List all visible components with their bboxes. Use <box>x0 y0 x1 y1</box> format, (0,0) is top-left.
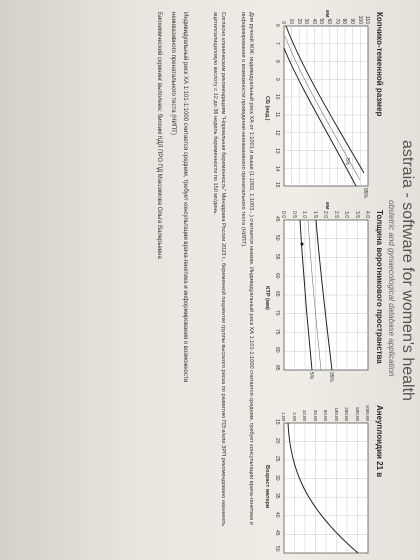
svg-text:3.0: 3.0 <box>343 211 349 218</box>
svg-text:14: 14 <box>274 166 280 172</box>
svg-text:3.5: 3.5 <box>354 211 360 218</box>
svg-text:11: 11 <box>274 112 280 118</box>
svg-text:0.0: 0.0 <box>280 211 286 218</box>
nt-unit: мм <box>324 202 330 210</box>
svg-text:2.5: 2.5 <box>333 211 339 218</box>
svg-text:15: 15 <box>274 419 280 425</box>
svg-text:15: 15 <box>274 182 280 188</box>
svg-text:40: 40 <box>274 512 280 518</box>
svg-text:30: 30 <box>274 475 280 481</box>
nt-pct-top: 95% <box>328 372 334 383</box>
trisomy-xlabel: Возраст матери <box>264 465 270 509</box>
crl-pct-top: 95% <box>362 188 368 198</box>
svg-text:2.00: 2.00 <box>292 412 297 421</box>
svg-text:90: 90 <box>349 18 355 24</box>
trisomy-chart <box>262 395 372 560</box>
svg-text:65: 65 <box>274 291 280 297</box>
svg-text:500.00: 500.00 <box>355 407 360 421</box>
paragraph-risk-note: Для ручной ЖЖ: индивидуальный риск ХА от 1:1001 и выше (1:1002, 1:1003...) считается низким. Индивидуальный риск ХА 1:101-1:1000 считается средним, требует консультации врача-генетика и информирования о возможности проведения неинвазивного пренатального теста (НИПТ). <box>240 12 254 525</box>
svg-text:50: 50 <box>274 546 280 552</box>
svg-text:20.00: 20.00 <box>313 409 318 421</box>
trisomy-y-ticks <box>281 405 370 422</box>
svg-text:0.5: 0.5 <box>291 211 297 218</box>
svg-text:55: 55 <box>274 254 280 260</box>
paragraph-nipt: неинвазивного пренатального теста (НИПТ) <box>170 12 176 135</box>
svg-text:12: 12 <box>274 130 280 136</box>
crl-chart-title: Копчико-теменной размер <box>375 12 384 117</box>
svg-text:35: 35 <box>274 493 280 499</box>
svg-text:50: 50 <box>274 235 280 241</box>
trisomy-x-ticks <box>274 419 280 552</box>
paragraph-risk-summary: Индивидуальный риск ХА 1:101-1:1000 считается средним, требует консультации врача-генетика и информирования о возможности <box>182 12 188 383</box>
nt-xlabel: КТР (мм) <box>264 286 270 310</box>
crl-unit: мм <box>324 10 330 18</box>
crl-xlabel: СБ (нед.) <box>264 96 270 121</box>
svg-text:70: 70 <box>274 310 280 316</box>
svg-text:1000.00: 1000.00 <box>365 404 370 421</box>
svg-text:85: 85 <box>274 365 280 371</box>
svg-text:9: 9 <box>274 78 280 81</box>
svg-text:10: 10 <box>288 18 294 24</box>
nt-x-ticks <box>274 216 280 371</box>
svg-text:80: 80 <box>341 18 347 24</box>
svg-text:10.00: 10.00 <box>302 409 307 421</box>
svg-text:60: 60 <box>326 18 332 24</box>
svg-text:100.00: 100.00 <box>334 407 339 421</box>
svg-text:50.00: 50.00 <box>323 409 328 421</box>
report-title: astraia - software for women's health <box>399 140 416 401</box>
svg-text:40: 40 <box>311 18 317 24</box>
paragraph-clinical-recommendation: Согласно клиническим рекомендациям "Нормальная беременность" Минздрава России 2023 г., беременной пациентке группы высокого риска по развитию ПЭ и/или ЗРП рекомендовано назначить ацетилсалициловую кислоту с 12 до 36 недель беременности по 150 мг/день. <box>212 12 226 527</box>
svg-text:45: 45 <box>274 216 280 222</box>
svg-text:0: 0 <box>280 21 286 24</box>
svg-text:100: 100 <box>357 15 363 24</box>
svg-text:1.00: 1.00 <box>281 412 286 421</box>
report-subtitle: obstetric and gynaecological database application <box>387 200 396 377</box>
svg-text:13: 13 <box>274 148 280 154</box>
crl-pct-bottom: 5% <box>344 158 350 166</box>
svg-text:8: 8 <box>274 60 280 63</box>
svg-text:1.5: 1.5 <box>312 211 318 218</box>
svg-text:25: 25 <box>274 456 280 462</box>
nt-chart-title: Толщина воротникового пространства <box>375 210 384 364</box>
crl-chart <box>262 8 372 198</box>
svg-text:2.0: 2.0 <box>322 211 328 218</box>
svg-text:75: 75 <box>274 329 280 335</box>
svg-text:20: 20 <box>274 438 280 444</box>
paragraph-biochemistry: Биохимический скрининг выполнен: биохим КДЛ ПРО ПД Максимова Ольга Валерьевна <box>156 12 162 259</box>
nt-chart <box>262 200 372 390</box>
svg-text:10: 10 <box>274 94 280 100</box>
svg-text:4.0: 4.0 <box>364 211 370 218</box>
svg-text:200.00: 200.00 <box>344 407 349 421</box>
nt-pct-bottom: 5% <box>308 372 314 380</box>
svg-text:110: 110 <box>364 16 370 24</box>
svg-text:30: 30 <box>303 18 309 24</box>
svg-text:60: 60 <box>274 273 280 279</box>
svg-text:45: 45 <box>274 530 280 536</box>
svg-text:50: 50 <box>318 18 324 24</box>
svg-text:6: 6 <box>274 24 280 27</box>
svg-text:70: 70 <box>334 18 340 24</box>
crl-x-ticks <box>274 24 280 188</box>
nt-y-ticks <box>280 211 370 218</box>
svg-text:20: 20 <box>296 18 302 24</box>
svg-text:80: 80 <box>274 347 280 353</box>
trisomy-chart-title: Анеуплоидии 21 в <box>375 405 384 478</box>
svg-text:7: 7 <box>274 42 280 45</box>
svg-text:1.0: 1.0 <box>301 211 307 218</box>
